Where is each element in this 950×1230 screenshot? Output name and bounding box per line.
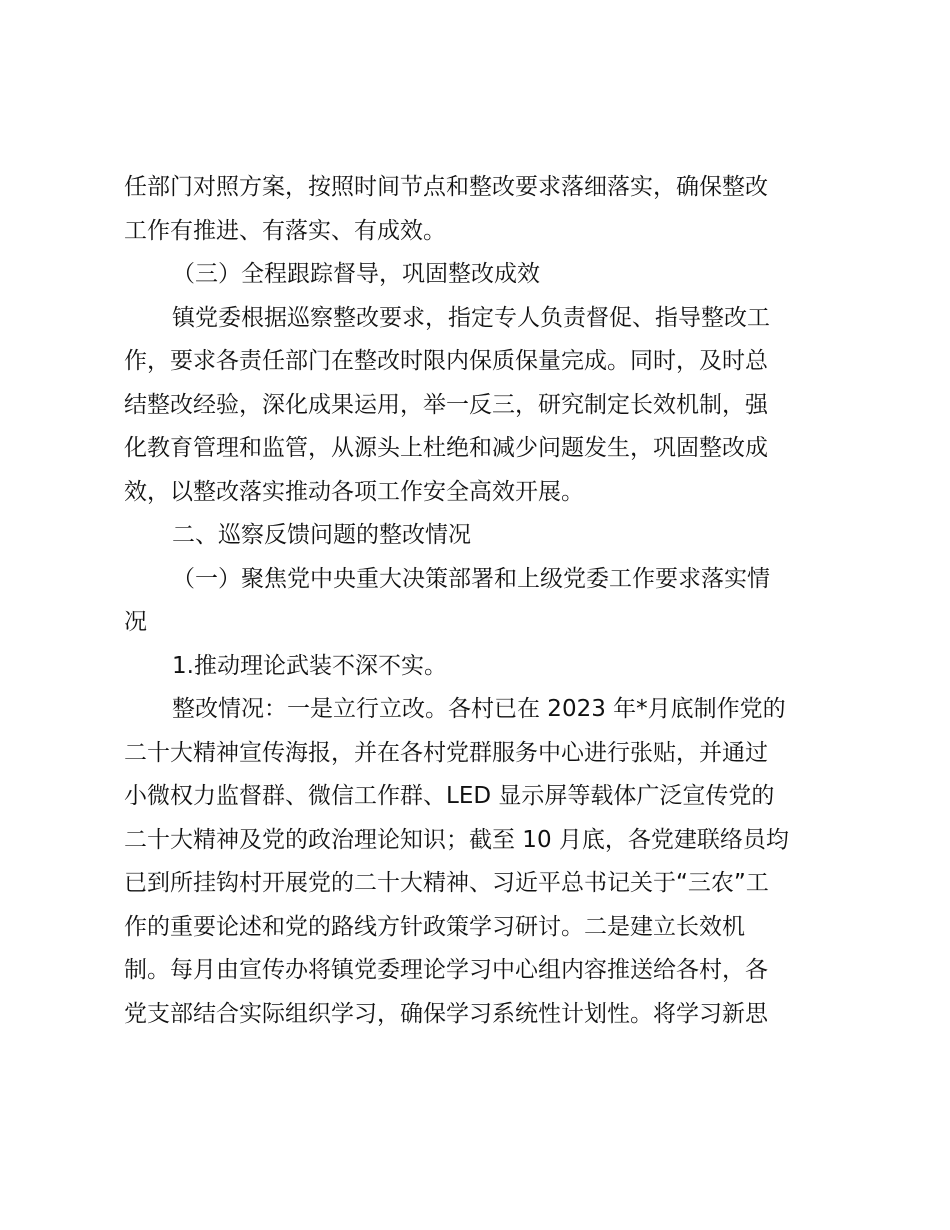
text-line: 任部门对照方案，按照时间节点和整改要求落细落实，确保整改 xyxy=(124,174,768,200)
document-body xyxy=(124,166,834,1036)
text-line: 小微权力监督群、微信工作群、LED 显示屏等载体广泛宣传党的 xyxy=(124,783,775,809)
text-line: 已到所挂钩村开展党的二十大精神、习近平总书记关于“三农”工 xyxy=(124,870,769,896)
section-heading-1 xyxy=(124,558,834,645)
text-line: 整改情况：一是立行立改。各村已在 2023 年*月底制作党的 xyxy=(172,696,786,722)
text-line: 效，以整改落实推动各项工作安全高效开展。 xyxy=(124,478,584,505)
text-line: 二十大精神及党的政治理论知识；截至 10 月底，各党建联络员均 xyxy=(124,826,789,853)
text-line: 镇党委根据巡察整改要求，指定专人负责督促、指导整改工 xyxy=(172,304,770,331)
paragraph-rectification xyxy=(124,688,834,1036)
paragraph-supervision xyxy=(124,297,834,515)
text-line: 党支部结合实际组织学习，确保学习系统性计划性。将学习新思 xyxy=(124,1000,768,1027)
text-line: 作，要求各责任部门在整改时限内保质保量完成。同时，及时总 xyxy=(124,348,768,374)
paragraph-continuation xyxy=(124,166,834,253)
chapter-heading-2 xyxy=(124,514,834,558)
section-heading-3 xyxy=(124,253,834,297)
text-line: 二十大精神宣传海报，并在各村党群服务中心进行张贴，并通过 xyxy=(124,739,768,766)
text-line: 况 xyxy=(124,609,147,635)
text-line: 1.推动理论武装不深不实。 xyxy=(172,652,447,679)
text-line: （一）聚焦党中央重大决策部署和上级党委工作要求落实情 xyxy=(172,565,770,592)
item-heading-1 xyxy=(124,645,834,689)
text-line: 二、巡察反馈问题的整改情况 xyxy=(172,522,471,548)
text-line: 化教育管理和监管，从源头上杜绝和减少问题发生，巩固整改成 xyxy=(124,435,768,461)
text-line: （三）全程跟踪督导，巩固整改成效 xyxy=(172,261,540,287)
text-line: 作的重要论述和党的路线方针政策学习研讨。二是建立长效机 xyxy=(124,913,745,940)
text-line: 工作有推进、有落实、有成效。 xyxy=(124,217,446,244)
text-line: 结整改经验，深化成果运用，举一反三，研究制定长效机制，强 xyxy=(124,391,768,418)
text-line: 制。每月由宣传办将镇党委理论学习中心组内容推送给各村，各 xyxy=(124,957,768,983)
